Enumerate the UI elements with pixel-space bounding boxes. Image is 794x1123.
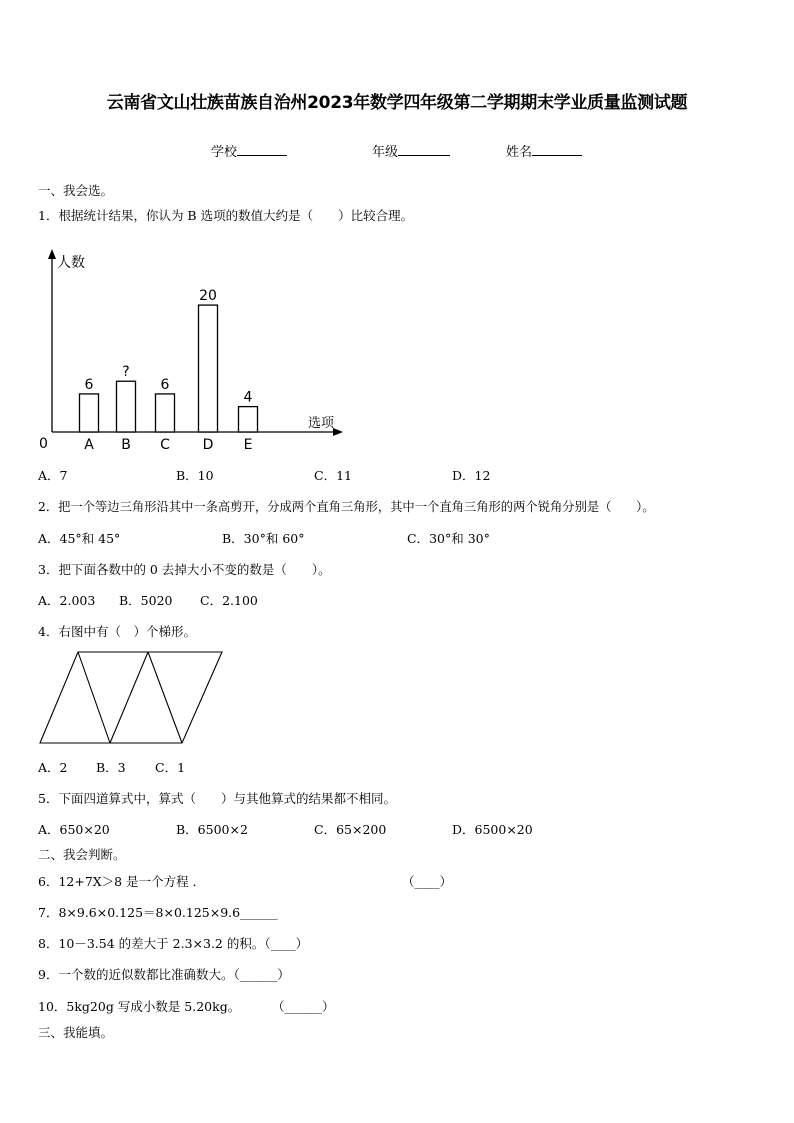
data-label-C: 6 [160,376,170,393]
q5-option-a[interactable]: A．650×20 [38,822,110,837]
inner-line-3 [148,652,182,743]
q2-option-c[interactable]: C．30°和 30° [407,531,490,546]
x-axis-arrow [333,428,343,436]
q1-option-b[interactable]: B．10 [176,468,214,483]
section-1-heading: 一、我会选。 [38,183,114,198]
question-8-text: 8．10－3.54 的差大于 2.3×3.2 的积。（____） [38,936,309,951]
data-label-B: ? [122,364,130,381]
tick-label-B: B [121,437,131,453]
grade-blank[interactable] [398,143,450,156]
q4-option-c[interactable]: C．1 [155,760,186,775]
question-6-answer[interactable]: （____） [402,874,453,889]
bar-E [239,407,258,432]
q1-option-d[interactable]: D．12 [452,468,491,483]
section-3-heading: 三、我能填。 [38,1025,114,1040]
q3-option-a[interactable]: A．2.003 [38,593,96,608]
data-label-A: 6 [84,376,94,393]
tick-label-D: D [202,437,214,453]
q1-option-a[interactable]: A．7 [38,468,68,483]
q2-option-b[interactable]: B．30°和 60° [222,531,305,546]
q5-option-c[interactable]: C．65×200 [314,822,387,837]
school-blank[interactable] [237,143,287,156]
name-label: 姓名 [506,145,533,160]
grade-field [372,141,450,160]
grade-label: 年级 [372,145,399,160]
question-6-text: 6．12+7X＞8 是一个方程 ． [38,874,206,889]
question-9-text: 9．一个数的近似数都比准确数大。（______） [38,967,290,982]
inner-line-2 [110,652,148,743]
origin-label: 0 [39,436,48,452]
bar-chart [30,245,360,460]
question-5-text: 5．下面四道算式中，算式（ ）与其他算式的结果都不相同。 [38,791,396,806]
q4-option-b[interactable]: B．3 [96,760,126,775]
data-label-E: 4 [243,389,253,406]
name-blank[interactable] [532,143,582,156]
tick-label-A: A [84,437,94,453]
school-field [211,141,287,160]
tick-label-C: C [160,437,170,453]
inner-line-1 [78,652,110,743]
question-1-text: 1．根据统计结果，你认为 B 选项的数值大约是（ ）比较合理。 [38,208,414,223]
q2-option-a[interactable]: A．45°和 45° [38,531,121,546]
q4-option-a[interactable]: A．2 [38,760,68,775]
question-7-text: 7．8×9.6×0.125＝8×0.125×9.6______ [38,905,278,920]
q1-option-c[interactable]: C．11 [314,468,352,483]
y-axis-label: 人数 [57,255,85,271]
name-field [506,141,582,160]
data-label-D: 20 [199,288,217,305]
section-2-heading: 二、我会判断。 [38,847,126,862]
question-10-text: 10．5kg20g 写成小数是 5.20kg。 [38,999,241,1014]
bar-B [117,381,136,432]
bar-A [80,394,99,432]
q3-option-b[interactable]: B．5020 [119,593,173,608]
q5-option-b[interactable]: B．6500×2 [176,822,248,837]
school-label: 学校 [211,145,238,160]
parallelogram-figure [36,648,226,748]
x-axis-label: 选项 [308,416,335,431]
question-4-text: 4．右图中有（ ）个梯形。 [38,624,196,639]
chart-bars [80,288,258,453]
question-3-text: 3．把下面各数中的 0 去掉大小不变的数是（ ）。 [38,562,331,577]
q3-option-c[interactable]: C．2.100 [200,593,258,608]
bar-C [156,394,175,432]
tick-label-E: E [243,437,253,453]
outer-parallelogram [40,652,222,743]
bar-D [199,305,218,432]
question-10-answer[interactable]: （______） [272,999,335,1014]
q5-option-d[interactable]: D．6500×20 [452,822,533,837]
question-2-text: 2．把一个等边三角形沿其中一条高剪开，分成两个直角三角形，其中一个直角三角形的两个锐角分别是（ ）。 [38,500,655,514]
y-axis-arrow [48,249,56,259]
page-title: 云南省文山壮族苗族自治州2023年数学四年级第二学期期末学业质量监测试题 [106,93,688,113]
